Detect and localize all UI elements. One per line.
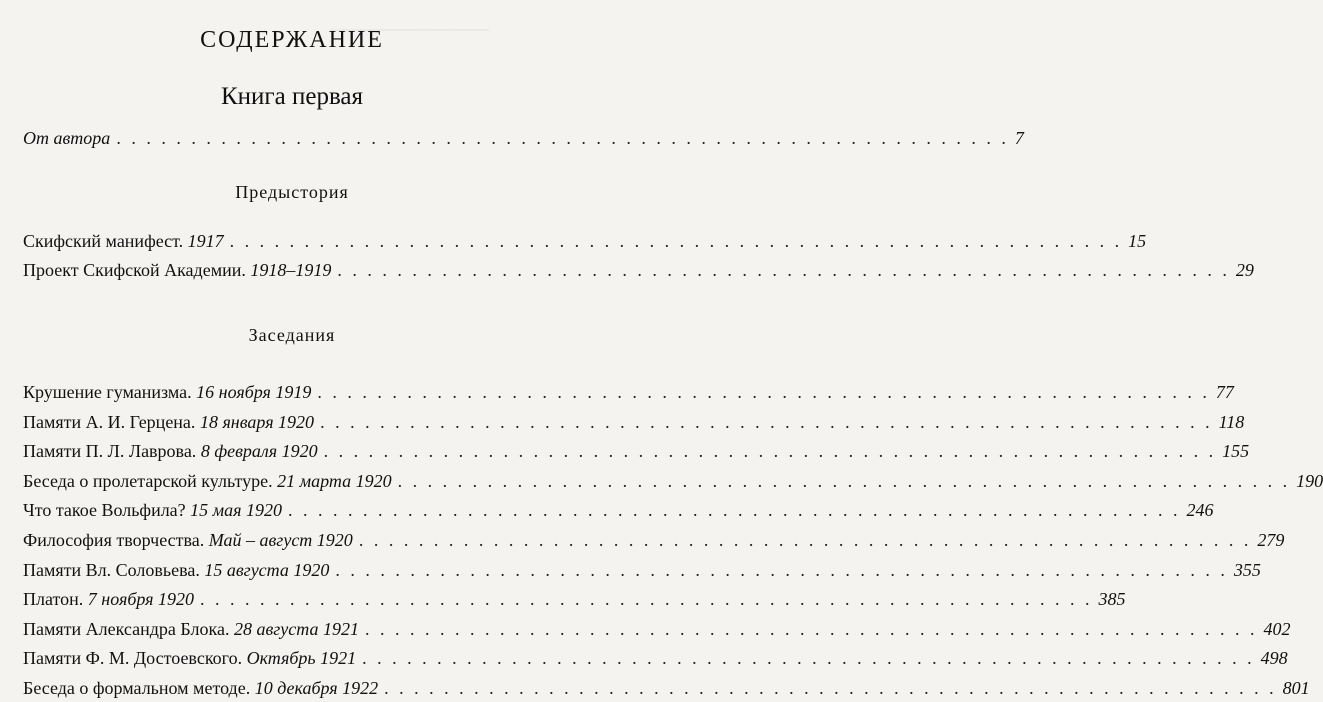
leader-dots: . . . . . . . . . . . . . . . . . . . . . . . . . . . . . . . . . . . . . . . . . . . . . . . . . . . . . . . . . . . . [317, 382, 1210, 402]
leader-dots: . . . . . . . . . . . . . . . . . . . . . . . . . . . . . . . . . . . . . . . . . . . . . . . . . . . . . . . . . . . . [365, 618, 1258, 639]
toc-entry-date: 7 ноября 1920 [87, 589, 195, 610]
toc-entry-title: Беседа о формальном методе. [23, 678, 255, 698]
toc-entry-date: 1918–1919 [250, 260, 332, 280]
toc-entry-date: 15 августа 1920 [204, 559, 330, 580]
toc-entry-title: Памяти Вл. Соловьева. [23, 559, 205, 580]
toc-entry[interactable] [23, 441, 1250, 465]
toc-entry-label [23, 260, 331, 281]
leader-dots: . . . . . . . . . . . . . . . . . . . . . . . . . . . . . . . . . . . . . . . . . . . . . . . . . . . . . . . . . . . . [323, 441, 1217, 462]
toc-entry-label [23, 471, 392, 492]
toc-entry-label [23, 441, 318, 462]
leader-dots: . . . . . . . . . . . . . . . . . . . . . . . . . . . . . . . . . . . . . . . . . . . . . . . . . . . . . . . . . . . . [384, 678, 1277, 698]
toc-entry-date: Май – август 1920 [208, 530, 353, 550]
toc-entry-label [23, 530, 353, 551]
toc-entry[interactable] [23, 648, 1288, 672]
leader-dots: . . . . . . . . . . . . . . . . . . . . . . . . . . . . . . . . . . . . . . . . . . . . . . . . . . . . . . . . . . . . [320, 411, 1213, 432]
toc-entry[interactable] [23, 382, 1234, 406]
toc-entry-page: 498 [1260, 648, 1288, 669]
toc-entry-label [23, 412, 314, 433]
bleed-through-text: ────────────── [330, 22, 489, 39]
toc-entry[interactable] [23, 231, 1147, 255]
toc-entry-label [23, 678, 378, 699]
toc-entry-date: 28 августа 1921 [233, 618, 359, 639]
toc-entry[interactable] [23, 559, 1261, 584]
toc-entry-title: Проект Скифской Академии. [23, 260, 251, 280]
toc-entry[interactable] [23, 530, 1285, 554]
toc-entry-label: От автора [23, 128, 111, 148]
toc-entry-page: 77 [1215, 382, 1234, 402]
section-title: Заседания [248, 325, 336, 345]
toc-entry-intro[interactable] [23, 128, 1024, 152]
toc-entry-page: 15 [1128, 231, 1147, 251]
toc-entry-page: 355 [1233, 559, 1261, 580]
toc-entry-label [23, 619, 359, 640]
leader-dots: . . . . . . . . . . . . . . . . . . . . . . . . . . . . . . . . . . . . . . . . . . . . . . . . . . . . . . . . . . . . [229, 231, 1123, 251]
leader-dots: . . . . . . . . . . . . . . . . . . . . . . . . . . . . . . . . . . . . . . . . . . . . . . . . . . . . . . . . . . . . [358, 530, 1252, 550]
toc-entry-page: 402 [1263, 618, 1291, 639]
toc-entry-title: Философия творчества. [23, 530, 209, 550]
toc-entry-page: 29 [1235, 260, 1254, 280]
toc-entry-title: Памяти А. И. Герцена. [23, 411, 200, 432]
toc-entry-date: 16 ноября 1919 [196, 382, 312, 402]
toc-entry[interactable] [23, 470, 1323, 495]
toc-entry[interactable] [23, 260, 1254, 284]
toc-entry[interactable] [23, 500, 1214, 524]
toc-entry-title: Памяти Ф. М. Достоевского. [23, 648, 247, 669]
toc-entry-title: Платон. [23, 589, 88, 610]
toc-entry-label [23, 560, 329, 581]
toc-entry-label [23, 382, 311, 403]
toc-entry-page: 246 [1186, 500, 1214, 521]
toc-entry-label [23, 589, 194, 610]
toc-entry-page: 7 [1014, 128, 1024, 148]
book-title: Книга первая [220, 83, 364, 110]
page-title: СОДЕРЖАНИЕ [200, 27, 384, 53]
leader-dots: . . . . . . . . . . . . . . . . . . . . . . . . . . . . . . . . . . . . . . . . . . . . . . . . . . . . . . . . . . . . [116, 128, 1009, 148]
toc-entry-label [23, 500, 282, 521]
toc-entry[interactable] [23, 618, 1291, 643]
toc-entry-page: 279 [1257, 530, 1285, 550]
toc-entry-label [23, 231, 224, 252]
toc-entry-title: Беседа о пролетарской культуре. [23, 470, 278, 491]
toc-entry-title: Скифский манифест. [23, 231, 188, 251]
leader-dots: . . . . . . . . . . . . . . . . . . . . . . . . . . . . . . . . . . . . . . . . . . . . . . . . . . . . . . . . . . . . [335, 559, 1228, 580]
toc-entry-page: 190 [1296, 470, 1323, 491]
toc-entry-title: Что такое Вольфила? [23, 500, 191, 521]
leader-dots: . . . . . . . . . . . . . . . . . . . . . . . . . . . . . . . . . . . . . . . . . . . . . . . . . . . . . . . . . . . . [288, 500, 1181, 521]
toc-entry-date: 8 февраля 1920 [200, 441, 318, 462]
toc-entry[interactable] [23, 589, 1126, 613]
toc-entry[interactable] [23, 678, 1310, 702]
toc-entry-date: 15 мая 1920 [190, 500, 283, 521]
toc-entry-date: 18 января 1920 [199, 411, 315, 432]
leader-dots: . . . . . . . . . . . . . . . . . . . . . . . . . . . . . . . . . . . . . . . . . . . . . . . . . . . . . . . . . . . . [337, 260, 1230, 280]
toc-entry-label [23, 648, 356, 669]
leader-dots: . . . . . . . . . . . . . . . . . . . . . . . . . . . . . . . . . . . . . . . . . . . . . . . . . . . . . . . . . . . . [397, 470, 1291, 491]
leader-dots: . . . . . . . . . . . . . . . . . . . . . . . . . . . . . . . . . . . . . . . . . . . . . . . . . . . . . . . . . . . . [362, 648, 1255, 669]
toc-entry[interactable] [23, 411, 1245, 436]
leader-dots: . . . . . . . . . . . . . . . . . . . . . . . . . . . . . . . . . . . . . . . . . . . . . . . . . . . . . . . . . . . . [200, 589, 1093, 610]
toc-entry-title: Памяти Александра Блока. [23, 618, 234, 639]
toc-entry-date: Октябрь 1921 [246, 648, 357, 669]
toc-entry-title: Крушение гуманизма. [23, 382, 197, 402]
toc-entry-page: 801 [1282, 678, 1310, 698]
toc-entry-page: 385 [1098, 589, 1126, 610]
toc-entry-page: 155 [1222, 441, 1250, 462]
toc-entry-date: 10 декабря 1922 [254, 678, 379, 698]
toc-entry-page: 118 [1218, 411, 1245, 432]
section-title: Предыстория [235, 182, 349, 202]
toc-entry-title: Памяти П. Л. Лаврова. [23, 441, 201, 462]
toc-entry-date: 1917 [187, 231, 224, 251]
toc-entry-date: 21 марта 1920 [277, 470, 392, 491]
